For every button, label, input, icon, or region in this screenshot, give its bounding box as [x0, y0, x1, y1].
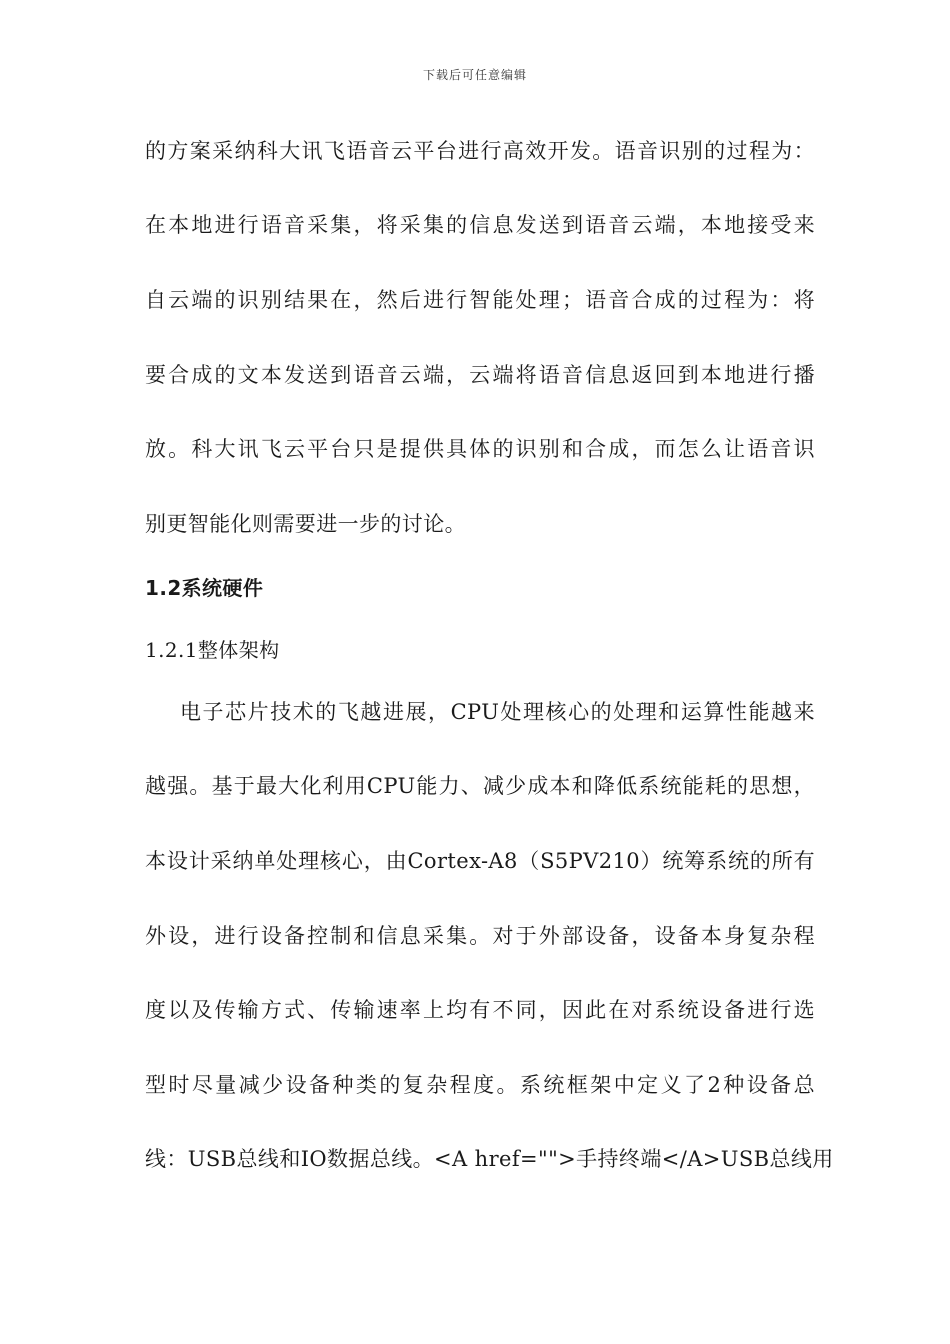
- paragraph-line: 自云端的识别结果在，然后进行智能处理；语音合成的过程为：将: [145, 288, 815, 312]
- paragraph-line: 电子芯片技术的飞越进展，CPU处理核心的处理和运算性能越来: [180, 700, 815, 724]
- paragraph-line: 越强。基于最大化利用CPU能力、减少成本和降低系统能耗的思想，: [145, 774, 815, 798]
- paragraph-line: 别更智能化则需要进一步的讨论。: [145, 512, 466, 536]
- paragraph-line: 在本地进行语音采集，将采集的信息发送到语音云端，本地接受来: [145, 213, 815, 237]
- page-header: 下载后可任意编辑: [422, 68, 527, 82]
- paragraph-line: 本设计采纳单处理核心，由Cortex-A8（S5PV210）统筹系统的所有: [145, 849, 815, 873]
- paragraph-line: 放。科大讯飞云平台只是提供具体的识别和合成，而怎么让语音识: [145, 437, 815, 461]
- paragraph-line: 线：USB总线和IO数据总线。<A href="">手持终端</A>USB总线用: [145, 1147, 834, 1171]
- section-heading: 1.2系统硬件: [145, 576, 264, 600]
- paragraph-line: 外设，进行设备控制和信息采集。对于外部设备，设备本身复杂程: [145, 924, 815, 948]
- paragraph-line: 要合成的文本发送到语音云端，云端将语音信息返回到本地进行播: [145, 363, 815, 387]
- subsection-heading: 1.2.1整体架构: [145, 638, 280, 662]
- paragraph-line: 型时尽量减少设备种类的复杂程度。系统框架中定义了2种设备总: [145, 1073, 815, 1097]
- paragraph-line: 度以及传输方式、传输速率上均有不同，因此在对系统设备进行选: [145, 998, 815, 1022]
- paragraph-line: 的方案采纳科大讯飞语音云平台进行高效开发。语音识别的过程为：: [145, 139, 815, 163]
